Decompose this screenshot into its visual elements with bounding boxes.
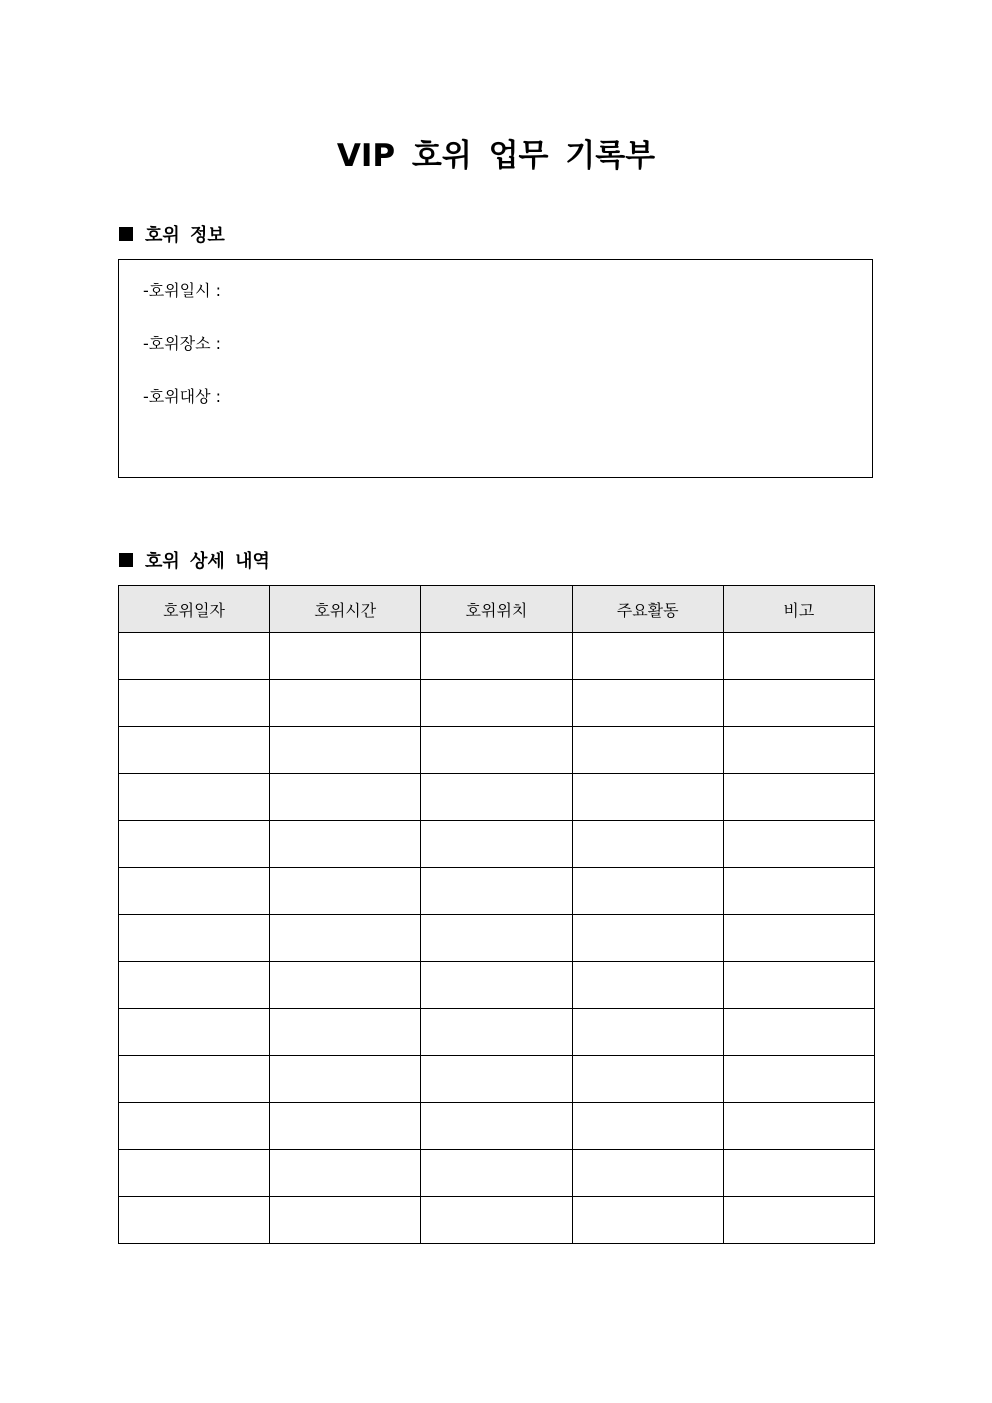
table-cell[interactable] [270,1150,421,1197]
info-field-target: -호위대상 : [143,387,222,406]
table-cell[interactable] [421,1103,572,1150]
table-cell[interactable] [723,1056,874,1103]
table-cell[interactable] [723,680,874,727]
table-cell[interactable] [723,1103,874,1150]
table-cell[interactable] [572,915,723,962]
table-cell[interactable] [723,1150,874,1197]
table-cell[interactable] [421,680,572,727]
table-cell[interactable] [270,1009,421,1056]
table-row [119,821,875,868]
table-cell[interactable] [421,1197,572,1244]
table-cell[interactable] [421,821,572,868]
table-row [119,1103,875,1150]
table-cell[interactable] [421,1056,572,1103]
info-field-datetime: -호위일시 : [143,281,222,300]
table-cell[interactable] [119,868,270,915]
table-cell[interactable] [421,1009,572,1056]
table-cell[interactable] [723,915,874,962]
table-cell[interactable] [119,1009,270,1056]
column-header-position: 호위위치 [421,586,572,633]
table-row [119,1056,875,1103]
table-cell[interactable] [119,1150,270,1197]
table-cell[interactable] [270,962,421,1009]
table-cell[interactable] [572,962,723,1009]
table-row [119,1150,875,1197]
table-cell[interactable] [723,821,874,868]
table-cell[interactable] [119,633,270,680]
table-cell[interactable] [119,962,270,1009]
table-cell[interactable] [270,774,421,821]
table-cell[interactable] [421,915,572,962]
table-cell[interactable] [421,962,572,1009]
table-header-row [119,586,875,633]
table-row [119,1197,875,1244]
table-cell[interactable] [723,1197,874,1244]
table-cell[interactable] [119,1197,270,1244]
section-heading-detail [119,547,270,573]
table-cell[interactable] [421,1150,572,1197]
table-cell[interactable] [270,680,421,727]
table-cell[interactable] [270,1056,421,1103]
table-cell[interactable] [572,1056,723,1103]
table-cell[interactable] [270,633,421,680]
info-field-location: -호위장소 : [143,334,222,353]
table-cell[interactable] [572,1103,723,1150]
column-header-activity: 주요활동 [572,586,723,633]
table-cell[interactable] [572,1009,723,1056]
square-bullet-icon [119,227,133,241]
table-cell[interactable] [270,1197,421,1244]
table-cell[interactable] [572,633,723,680]
table-cell[interactable] [119,774,270,821]
table-cell[interactable] [119,727,270,774]
table-cell[interactable] [119,1103,270,1150]
table-cell[interactable] [421,868,572,915]
table-row [119,774,875,821]
table-body [119,633,875,1244]
table-cell[interactable] [270,727,421,774]
table-cell[interactable] [270,915,421,962]
table-cell[interactable] [572,680,723,727]
info-box [118,259,873,478]
table-cell[interactable] [119,915,270,962]
table-row [119,915,875,962]
section-heading-text: 호위 정보 [145,225,225,246]
table-cell[interactable] [119,821,270,868]
table-cell[interactable] [723,633,874,680]
table-cell[interactable] [421,727,572,774]
square-bullet-icon [119,553,133,567]
table-cell[interactable] [119,680,270,727]
table-cell[interactable] [421,774,572,821]
table-cell[interactable] [572,821,723,868]
table-cell[interactable] [421,633,572,680]
table-cell[interactable] [723,1009,874,1056]
table-row [119,962,875,1009]
table-cell[interactable] [572,774,723,821]
table-cell[interactable] [119,1056,270,1103]
table-cell[interactable] [572,1150,723,1197]
table-cell[interactable] [572,868,723,915]
detail-table [118,585,875,1244]
table-cell[interactable] [723,774,874,821]
table-row [119,727,875,774]
table-row [119,1009,875,1056]
table-cell[interactable] [270,821,421,868]
column-header-time: 호위시간 [270,586,421,633]
section-heading-text: 호위 상세 내역 [145,551,270,572]
table-cell[interactable] [572,1197,723,1244]
page-title: VIP 호위 업무 기록부 [336,138,656,174]
table-cell[interactable] [723,727,874,774]
table-cell[interactable] [572,727,723,774]
section-heading-info [119,221,225,247]
table-row [119,633,875,680]
table-cell[interactable] [723,868,874,915]
table-row [119,680,875,727]
table-cell[interactable] [723,962,874,1009]
column-header-date: 호위일자 [119,586,270,633]
column-header-remarks: 비고 [723,586,874,633]
table-row [119,868,875,915]
table-cell[interactable] [270,1103,421,1150]
table-cell[interactable] [270,868,421,915]
